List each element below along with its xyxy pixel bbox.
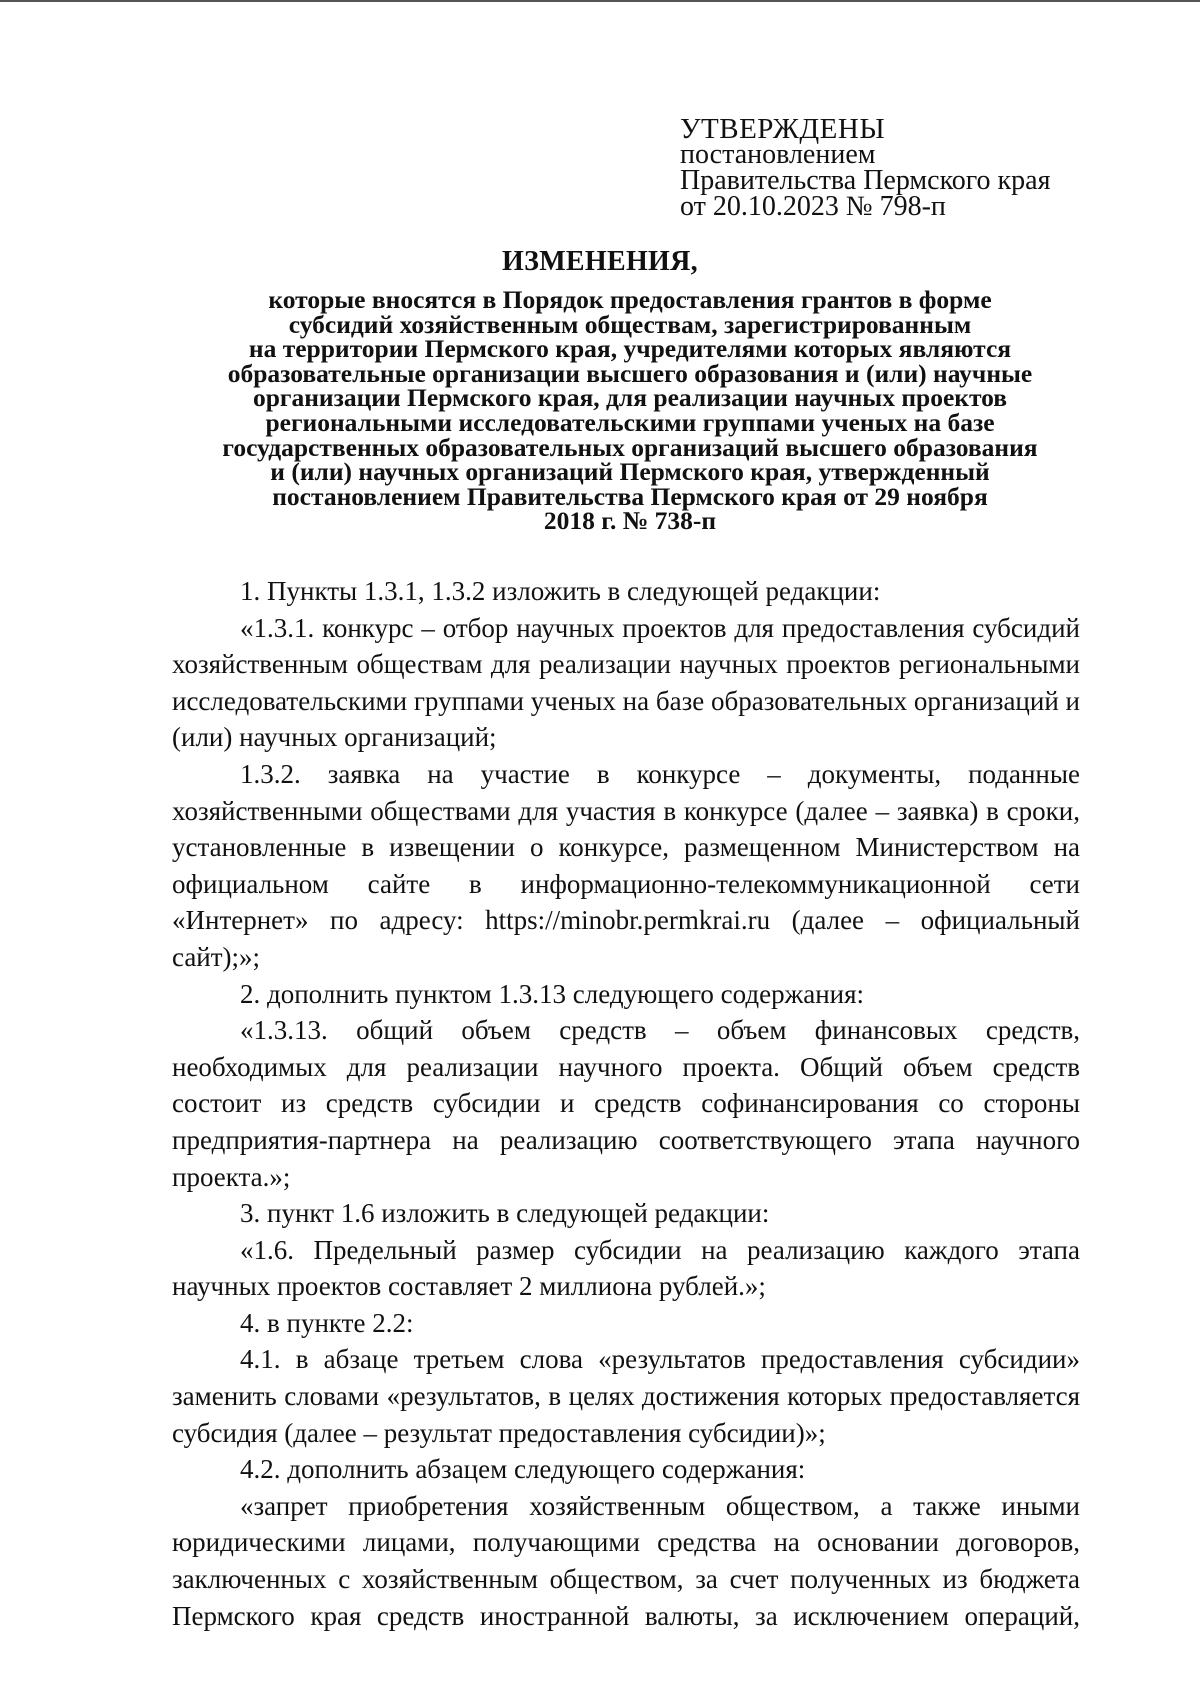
paragraph-1-3-13: «1.3.13. общий объем средств – объем финансовых средств, необходимых для реализации научного проекта. Общий объем средств состоит из средств субсидии и средств софинансирования со стороны предприятия-партнера на реализацию соответствующего этапа научного проекта.»; <box>172 1015 1080 1192</box>
subtitle-line: которые вносятся в Порядок предоставления грантов в форме <box>268 285 992 314</box>
page-edge <box>0 0 1200 2</box>
paragraph-item-2: 2. дополнить пунктом 1.3.13 следующего содержания: <box>240 978 865 1009</box>
subtitle-line: постановлением Правительства Пермского края от 29 ноября <box>272 481 988 511</box>
document-subtitle <box>160 285 1100 536</box>
paragraph-4-1: 4.1. в абзаце третьем слова «результатов предоставления субсидии» заменить словами «результатов, в целях достижения которых предоставляется субсидия (далее – результат предоставления субсидии)»; <box>172 1344 1080 1448</box>
approval-date-number: от 20.10.2023 № 798-п <box>680 191 946 222</box>
approval-line: Правительства Пермского края <box>680 165 1051 196</box>
approval-line: постановлением <box>680 139 876 170</box>
subtitle-line: организации Пермского края, для реализации научных проектов <box>252 383 1008 413</box>
document-body <box>172 573 1080 1634</box>
document-title: ИЗМЕНЕНИЯ, <box>502 246 698 277</box>
paragraph-item-4: 4. в пункте 2.2: <box>240 1307 414 1338</box>
paragraph-4-2: 4.2. дополнить абзацем следующего содержания: <box>240 1454 806 1485</box>
subtitle-line: субсидий хозяйственным обществам, зарегистрированным <box>288 309 972 339</box>
subtitle-line: на территории Пермского края, учредителями которых являются <box>248 334 1012 364</box>
paragraph-1-6: «1.6. Предельный размер субсидии на реализацию каждого этапа научных проектов составляет 2 миллиона рублей.»; <box>172 1234 1080 1302</box>
approval-heading: УТВЕРЖДЕНЫ <box>680 113 886 145</box>
subtitle-line: региональными исследовательскими группами ученых на базе <box>265 407 995 437</box>
paragraph-1-3-2: 1.3.2. заявка на участие в конкурсе – документы, поданные хозяйственными обществами для участия в конкурсе (далее – заявка) в сроки, установленные в извещении о конкурсе, размещенном Министерством на официальном сайте в информационно-телекоммуникационной сети «Интернет» по адресу: https://minobr.permkrai.ru (далее – официальный сайт);»; <box>172 758 1080 972</box>
paragraph-item-1: 1. Пункты 1.3.1, 1.3.2 изложить в следующей редакции: <box>240 576 881 606</box>
approval-stamp <box>680 113 1100 222</box>
subtitle-line: 2018 г. № 738-п <box>543 506 717 536</box>
subtitle-line: образовательные организации высшего образования и (или) научные <box>227 358 1033 388</box>
subtitle-line: и (или) научных организаций Пермского края, утвержденный <box>270 457 990 487</box>
subtitle-line: государственных образовательных организаций высшего образования <box>222 432 1038 462</box>
paragraph-item-3: 3. пункт 1.6 изложить в следующей редакции: <box>240 1198 770 1229</box>
paragraph-1-3-1: «1.3.1. конкурс – отбор научных проектов для предоставления субсидий хозяйственным обществам для реализации научных проектов региональными исследовательскими группами ученых на базе образовательных организаций и (или) научных организаций; <box>172 612 1080 753</box>
paragraph-prohibition: «запрет приобретения хозяйственным обществом, а также иными юридическими лицами, получающими средства на основании договоров, заключенных с хозяйственным обществом, за счет полученных из бюджета Пермского края средств иностранной валюты, за исключением операций, <box>172 1490 1080 1631</box>
